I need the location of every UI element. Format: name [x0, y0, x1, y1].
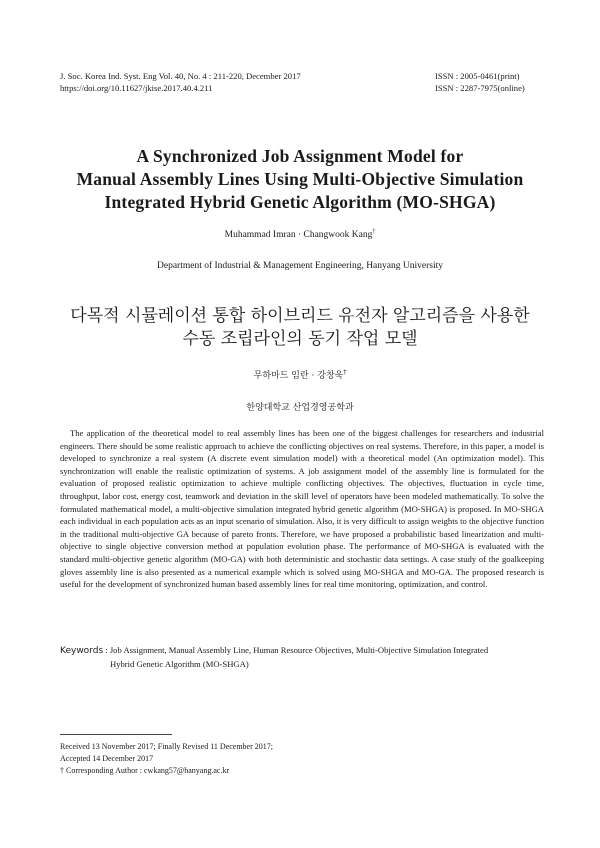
korean-authors — [0, 368, 600, 381]
english-title-line-2: Manual Assembly Lines Using Multi-Objective Simulation — [76, 169, 524, 189]
korean-corresponding-mark: † — [343, 369, 347, 376]
received-date: Received 13 November 2017; Finally Revised 11 December 2017; — [60, 742, 273, 751]
korean-affiliation: 한양대학교 산업경영공학과 — [246, 403, 354, 413]
english-title-line-3: Integrated Hybrid Genetic Algorithm (MO-SHGA) — [104, 192, 496, 212]
issn-online: ISSN : 2287-7975(online) — [435, 83, 525, 93]
keywords-list-line-2: Hybrid Genetic Algorithm (MO-SHGA) — [110, 658, 249, 669]
korean-title-line-2: 수동 조립라인의 동기 작업 모델 — [182, 329, 418, 349]
accepted-date: Accepted 14 December 2017 — [60, 754, 154, 763]
english-authors — [0, 229, 600, 240]
issn-print: ISSN : 2005-0461(print) — [435, 71, 520, 81]
doi-link[interactable]: https://doi.org/10.11627/jkise.2017.40.4.211 — [60, 83, 213, 93]
korean-title-line-1: 다목적 시뮬레이션 통합 하이브리드 유전자 알고리즘을 사용한 — [70, 306, 530, 326]
corresponding-author-mark: † — [372, 229, 376, 235]
footnotes — [60, 741, 273, 777]
keywords-list-line-1: : Job Assignment, Manual Assembly Line, Human Resource Objectives, Multi-Objective Simulation Integrated — [105, 645, 489, 655]
keywords-block — [60, 644, 544, 670]
corresponding-author-email[interactable]: Corresponding Author : cwkang57@hanyang.ac.kr — [66, 766, 230, 775]
issn-block — [435, 70, 525, 94]
footnote-divider — [60, 734, 172, 735]
journal-citation: J. Soc. Korea Ind. Syst. Eng Vol. 40, No. 4 : 211-220, December 2017 — [60, 71, 301, 81]
keywords-label: Keywords — [60, 646, 104, 656]
dagger-mark: † — [60, 766, 64, 775]
corresponding-author-note — [60, 765, 273, 777]
abstract: The application of the theoretical model to real assembly lines has been one of the biggest challenges for researchers and industrial engineers. There should be some realistic approach to achieve the conflicting objectives on real systems. Therefore, in this paper, a model is developed to synchronize a real system (A discrete event simulation model) with a theoretical model (An optimization model). This synchronization will enable the realistic optimization of systems. A job assignment model of the assembly line is formulated for the evaluation of proposed realistic optimization to achieve multiple conflicting objectives. The objectives, fluctuation in cycle time, throughput, labor cost, energy cost, teamwork and deviation in the skill level of operators have been modeled mathematically. To solve the formulated mathematical model, a multi-objective simulation integrated hybrid genetic algorithm (MO-SHGA) is proposed. In MO-SHGA each individual in each population acts as an input scenario of simulation. Also, it is very difficult to assign weights to the objective function in the traditional multi-objective GA because of pareto fronts. Therefore, we have proposed a probabilistic based linearization and multi-objective to single objective conversion method at population evolution phase. The performance of MO-SHGA is evaluated with the standard multi-objective genetic algorithm (MO-GA) with both deterministic and stochastic data settings. A case study of the goalkeeping gloves assembly line is also presented as a numerical example which is solved using MO-SHGA and MO-GA. The proposed research is useful for the development of synchronized human based assembly lines for real time monitoring, optimization, and control. — [60, 428, 544, 590]
korean-title — [40, 305, 560, 351]
english-affiliation: Department of Industrial & Management Engineering, Hanyang University — [157, 261, 443, 271]
english-title-line-1: A Synchronized Job Assignment Model for — [136, 146, 464, 166]
english-title — [40, 145, 560, 214]
korean-author-names: 무하마드 임란 · 강창욱 — [253, 371, 344, 381]
english-author-names: Muhammad Imran · Changwook Kang — [224, 230, 373, 241]
journal-header — [60, 70, 301, 94]
